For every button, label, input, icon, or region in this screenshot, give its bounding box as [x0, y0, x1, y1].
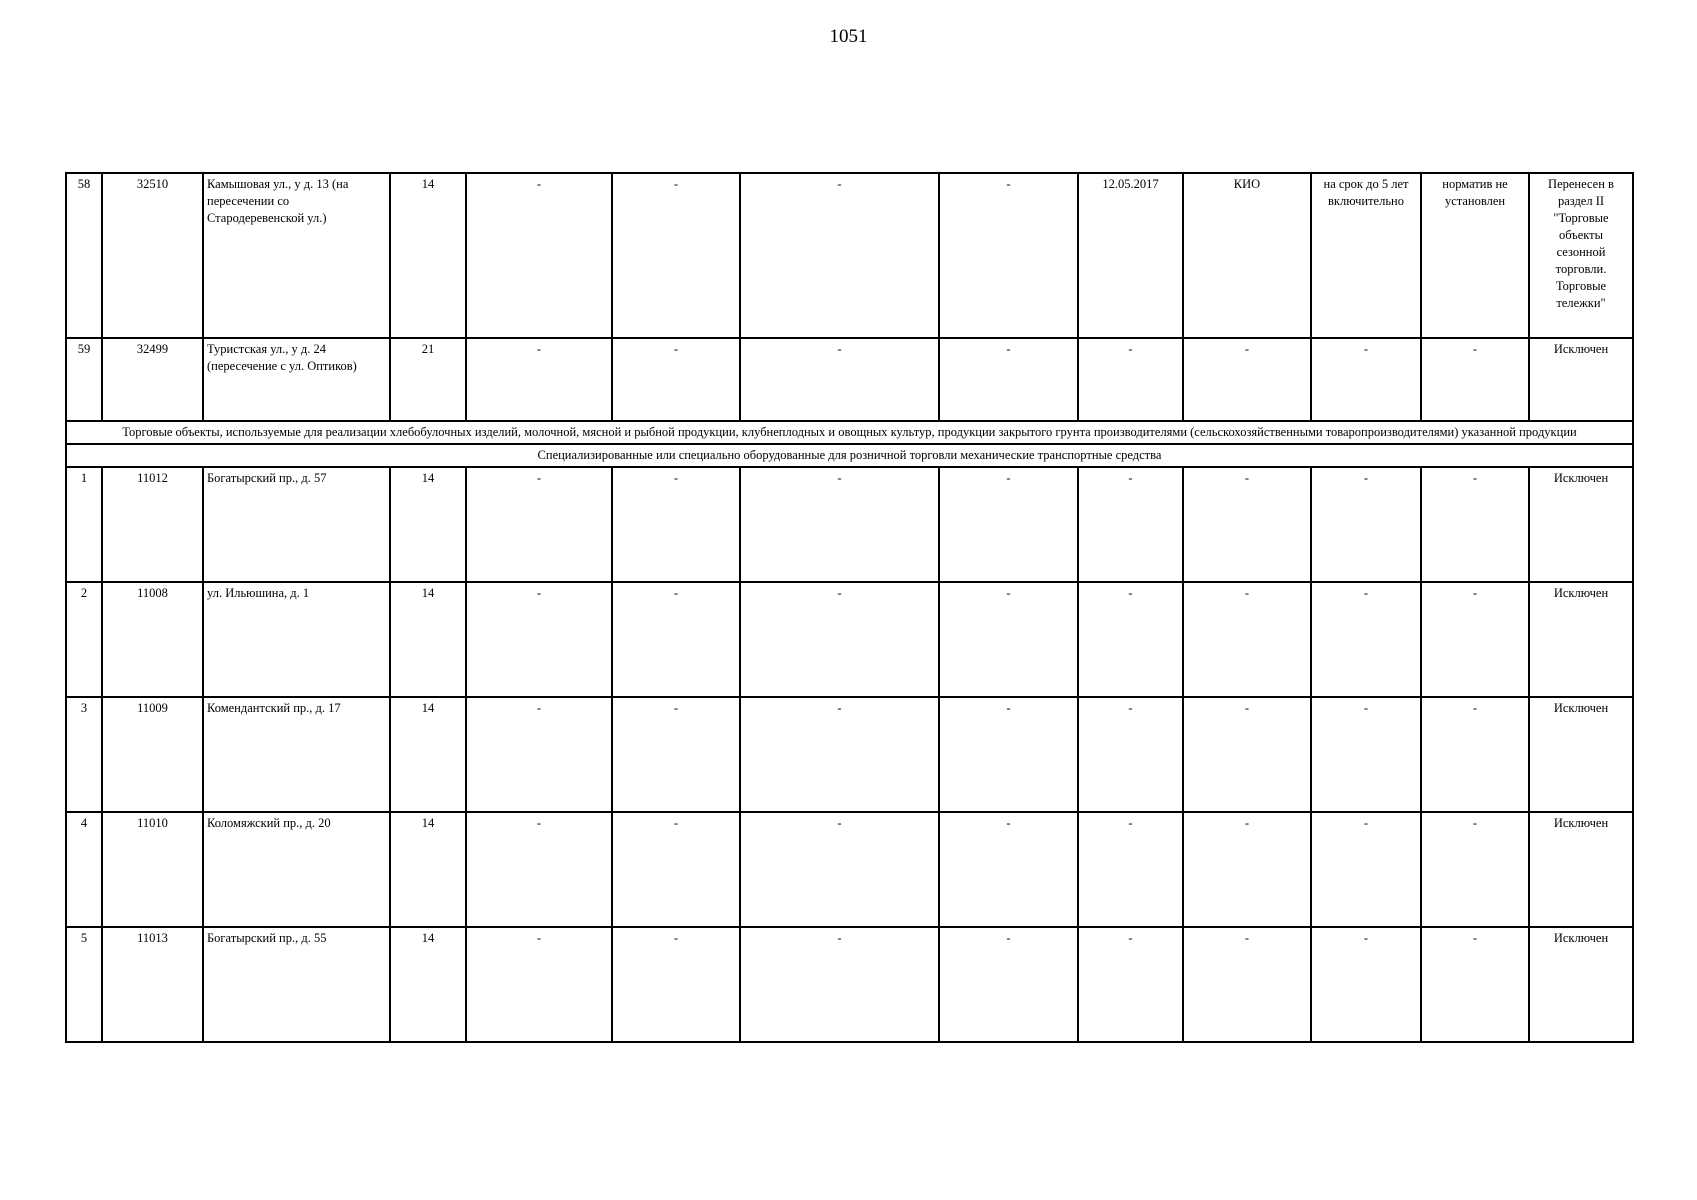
- cell-address: Камышовая ул., у д. 13 (на пересечении со Стародеревенской ул.): [203, 173, 390, 338]
- cell-term: на срок до 5 лет включительно: [1311, 173, 1421, 338]
- cell-col7: -: [740, 338, 939, 421]
- cell-col6: -: [612, 582, 740, 697]
- cell-id: 11010: [102, 812, 203, 927]
- cell-num: 58: [66, 173, 102, 338]
- cell-id: 11013: [102, 927, 203, 1042]
- cell-org: -: [1183, 812, 1311, 927]
- cell-norm: -: [1421, 582, 1529, 697]
- subsection-row: [66, 444, 1633, 467]
- cell-col8: -: [939, 927, 1078, 1042]
- cell-col7: -: [740, 812, 939, 927]
- cell-norm: норматив не установлен: [1421, 173, 1529, 338]
- table-row: [66, 812, 1633, 927]
- cell-area: 14: [390, 582, 466, 697]
- cell-note: Исключен: [1529, 697, 1633, 812]
- cell-area: 14: [390, 467, 466, 582]
- table-row: [66, 467, 1633, 582]
- cell-date: -: [1078, 697, 1183, 812]
- cell-col6: -: [612, 812, 740, 927]
- cell-col6: -: [612, 697, 740, 812]
- cell-term: -: [1311, 697, 1421, 812]
- cell-num: 3: [66, 697, 102, 812]
- section-title: Торговые объекты, используемые для реализации хлебобулочных изделий, молочной, мясной и рыбной продукции, клубнеплодных и овощных культур, продукции закрытого грунта производителями (сельскохозяйственными товаропроизводителями) указанной продукции: [66, 421, 1633, 444]
- cell-note: Перенесен в раздел II "Торговые объекты сезонной торговли. Торговые тележки": [1529, 173, 1633, 338]
- cell-col8: -: [939, 467, 1078, 582]
- cell-col7: -: [740, 173, 939, 338]
- cell-address: Комендантский пр., д. 17: [203, 697, 390, 812]
- cell-note: Исключен: [1529, 582, 1633, 697]
- cell-col6: -: [612, 467, 740, 582]
- cell-address: Коломяжский пр., д. 20: [203, 812, 390, 927]
- table-row: [66, 173, 1633, 338]
- cell-date: -: [1078, 812, 1183, 927]
- cell-id: 11008: [102, 582, 203, 697]
- cell-col6: -: [612, 173, 740, 338]
- cell-col7: -: [740, 582, 939, 697]
- cell-col5: -: [466, 927, 612, 1042]
- cell-org: КИО: [1183, 173, 1311, 338]
- cell-id: 32510: [102, 173, 203, 338]
- cell-term: -: [1311, 467, 1421, 582]
- cell-org: -: [1183, 927, 1311, 1042]
- page-number: 1051: [829, 26, 868, 47]
- cell-address: Богатырский пр., д. 57: [203, 467, 390, 582]
- cell-col8: -: [939, 338, 1078, 421]
- cell-org: -: [1183, 697, 1311, 812]
- table-row: [66, 697, 1633, 812]
- cell-term: -: [1311, 338, 1421, 421]
- cell-date: -: [1078, 338, 1183, 421]
- cell-address: Богатырский пр., д. 55: [203, 927, 390, 1042]
- cell-term: -: [1311, 927, 1421, 1042]
- cell-num: 59: [66, 338, 102, 421]
- cell-num: 5: [66, 927, 102, 1042]
- cell-note: Исключен: [1529, 927, 1633, 1042]
- cell-col7: -: [740, 467, 939, 582]
- cell-org: -: [1183, 338, 1311, 421]
- registry-table: [65, 172, 1634, 1043]
- cell-norm: -: [1421, 338, 1529, 421]
- cell-address: Туристская ул., у д. 24 (пересечение с ул. Оптиков): [203, 338, 390, 421]
- cell-col7: -: [740, 927, 939, 1042]
- cell-note: Исключен: [1529, 812, 1633, 927]
- cell-date: -: [1078, 582, 1183, 697]
- cell-num: 4: [66, 812, 102, 927]
- cell-col8: -: [939, 173, 1078, 338]
- cell-area: 14: [390, 927, 466, 1042]
- cell-col5: -: [466, 173, 612, 338]
- cell-col6: -: [612, 927, 740, 1042]
- cell-col8: -: [939, 812, 1078, 927]
- cell-id: 32499: [102, 338, 203, 421]
- cell-term: -: [1311, 582, 1421, 697]
- cell-id: 11012: [102, 467, 203, 582]
- subsection-title: Специализированные или специально оборудованные для розничной торговли механические транспортные средства: [66, 444, 1633, 467]
- cell-norm: -: [1421, 812, 1529, 927]
- cell-num: 2: [66, 582, 102, 697]
- cell-col5: -: [466, 338, 612, 421]
- cell-col8: -: [939, 697, 1078, 812]
- cell-org: -: [1183, 582, 1311, 697]
- cell-org: -: [1183, 467, 1311, 582]
- cell-area: 14: [390, 697, 466, 812]
- section-row: [66, 421, 1633, 444]
- cell-col5: -: [466, 467, 612, 582]
- cell-norm: -: [1421, 467, 1529, 582]
- cell-col6: -: [612, 338, 740, 421]
- table-row: [66, 338, 1633, 421]
- cell-area: 14: [390, 812, 466, 927]
- table-row: [66, 582, 1633, 697]
- cell-area: 14: [390, 173, 466, 338]
- cell-note: Исключен: [1529, 338, 1633, 421]
- cell-col7: -: [740, 697, 939, 812]
- cell-col5: -: [466, 812, 612, 927]
- cell-id: 11009: [102, 697, 203, 812]
- cell-address: ул. Ильюшина, д. 1: [203, 582, 390, 697]
- cell-norm: -: [1421, 697, 1529, 812]
- cell-note: Исключен: [1529, 467, 1633, 582]
- cell-col8: -: [939, 582, 1078, 697]
- cell-norm: -: [1421, 927, 1529, 1042]
- cell-date: 12.05.2017: [1078, 173, 1183, 338]
- cell-col5: -: [466, 582, 612, 697]
- cell-num: 1: [66, 467, 102, 582]
- cell-date: -: [1078, 467, 1183, 582]
- cell-area: 21: [390, 338, 466, 421]
- table-row: [66, 927, 1633, 1042]
- cell-term: -: [1311, 812, 1421, 927]
- cell-col5: -: [466, 697, 612, 812]
- cell-date: -: [1078, 927, 1183, 1042]
